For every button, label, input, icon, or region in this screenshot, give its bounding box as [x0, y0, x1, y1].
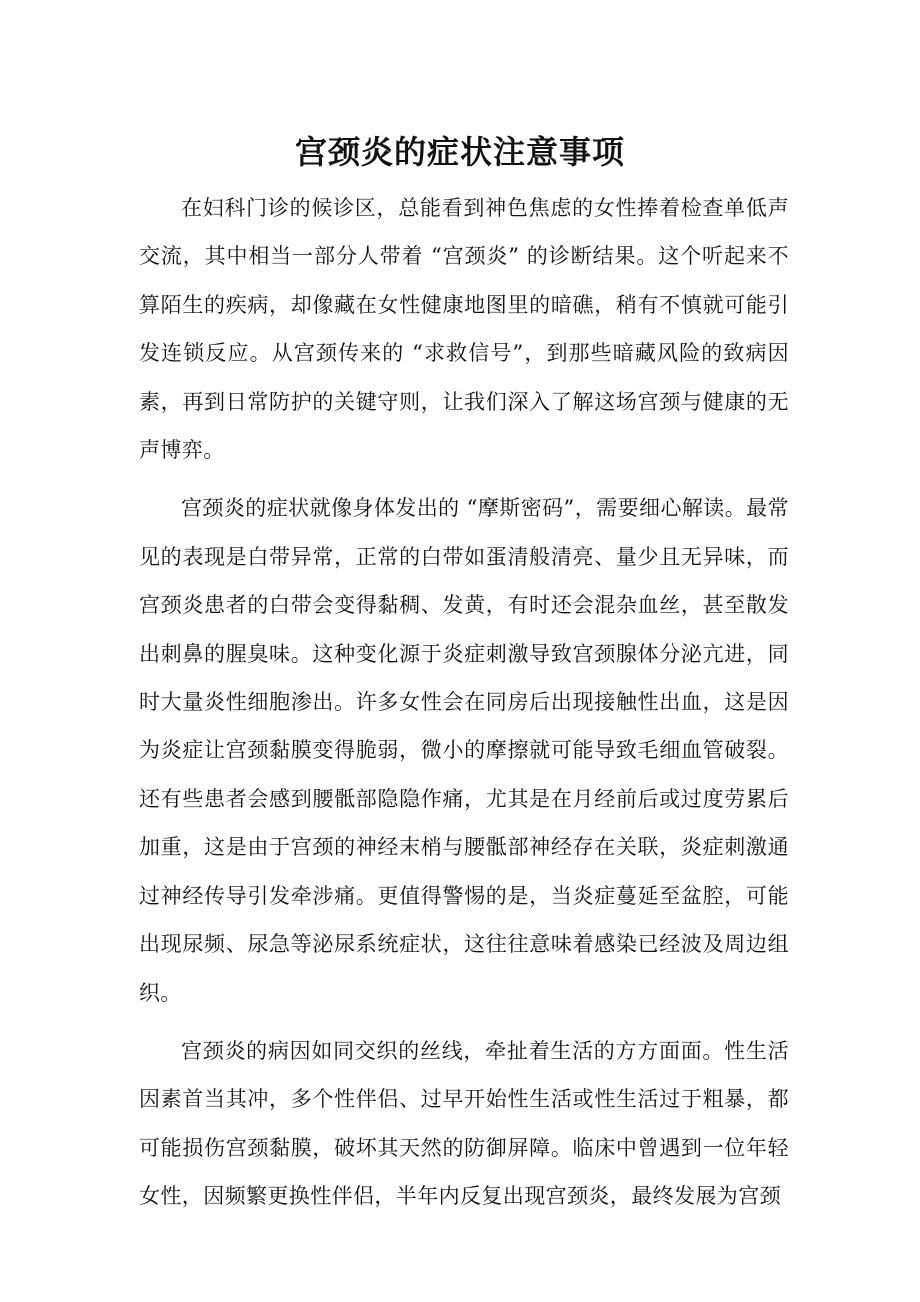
paragraph-intro: 在妇科门诊的候诊区，总能看到神色焦虑的女性捧着检查单低声交流，其中相当一部分人带着 “宫颈炎” 的诊断结果。这个听起来不算陌生的疾病，却像藏在女性健康地图里的暗礁，稍有不慎就可能引发连锁反应。从宫颈传来的 “求救信号”，到那些暗藏风险的致病因素，再到日常防护的关键守则，让我们深入了解这场宫颈与健康的无声博弈。 [139, 196, 789, 463]
paragraph-causes: 宫颈炎的病因如同交织的丝线，牵扯着生活的方方面面。性生活因素首当其冲，多个性伴侣、过早开始性生活或性生活过于粗暴，都可能损伤宫颈黏膜，破坏其天然的防御屏障。临床中曾遇到一位年轻女性，因频繁更换性伴侣，半年内反复出现宫颈炎，最终发展为宫颈 [139, 1038, 789, 1209]
paragraph-symptoms: 宫颈炎的症状就像身体发出的 “摩斯密码”，需要细心解读。最常见的表现是白带异常，正常的白带如蛋清般清亮、量少且无异味，而宫颈炎患者的白带会变得黏稠、发黄，有时还会混杂血丝，甚至散发出刺鼻的腥臭味。这种变化源于炎症刺激导致宫颈腺体分泌亢进，同时大量炎性细胞渗出。许多女性会在同房后出现接触性出血，这是因为炎症让宫颈黏膜变得脆弱，微小的摩擦就可能导致毛细血管破裂。还有些患者会感到腰骶部隐隐作痛，尤其是在月经前后或过度劳累后加重，这是由于宫颈的神经末梢与腰骶部神经存在关联，炎症刺激通过神经传导引发牵涉痛。更值得警惕的是，当炎症蔓延至盆腔，可能出现尿频、尿急等泌尿系统症状，这往往意味着感染已经波及周边组织。 [139, 496, 789, 1005]
document-body [139, 184, 789, 1231]
document-title: 宫颈炎的症状注意事项 [294, 133, 625, 171]
